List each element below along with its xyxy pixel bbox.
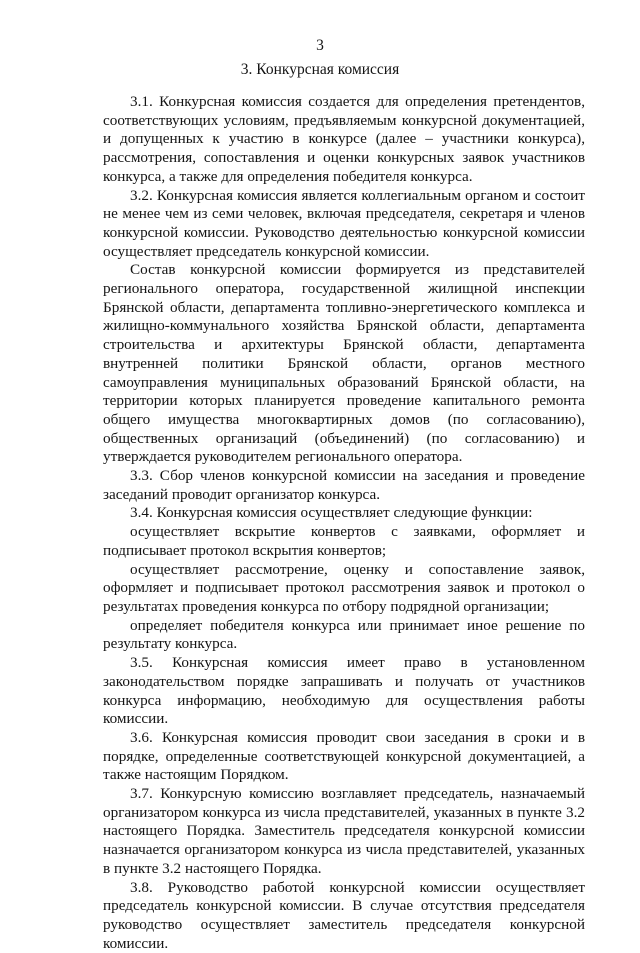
paragraph-3-8: 3.8. Руководство работой конкурсной комиссии осуществляет председатель конкурсной комиссии. В случае отсутствия председателя руководство осуществляет заместитель председателя конкурсной комиссии. [103,878,585,952]
paragraph-commission-composition: Состав конкурсной комиссии формируется из представителей регионального оператора, государственной жилищной инспекции Брянской области, департамента топливно-энергетического комплекса и жилищно-коммунального хозяйства Брянской области, департамента строительства и архитектуры Брянской области, департамента внутренней политики Брянской области, органов местного самоуправления муниципальных образований Брянской области, на территории которых планируется проведение капитального ремонта общего имущества многоквартирных домов (по согласованию), общественных организаций (объединений) (по согласованию) и утверждается руководителем регионального оператора. [103,261,585,466]
section-body [103,93,585,953]
paragraph-3-2: 3.2. Конкурсная комиссия является коллегиальным органом и состоит не менее чем из семи человек, включая председателя, секретаря и членов конкурсной комиссии. Руководство деятельностью конкурсной комиссии осуществляет председатель конкурсной комиссии. [103,186,585,260]
section-title: 3. Конкурсная комиссия [240,61,400,78]
function-item-determine-winner: определяет победителя конкурса или принимает иное решение по результату конкурса. [103,616,585,653]
paragraph-3-5: 3.5. Конкурсная комиссия имеет право в установленном законодательством порядке запрашивать и получать от участников конкурса информацию, необходимую для осуществления работы комиссии. [103,654,585,728]
page-number: 3 [316,37,324,54]
paragraph-3-7: 3.7. Конкурсную комиссию возглавляет председатель, назначаемый организатором конкурса из числа представителей, указанных в пункте 3.2 настоящего Порядка. Заместитель председателя конкурсной комиссии назначается организатором конкурса из числа представителей, указанных в пункте 3.2 настоящего Порядка. [103,785,585,877]
paragraph-3-6: 3.6. Конкурсная комиссия проводит свои заседания в сроки и в порядке, определенные соответствующей конкурсной документацией, а также настоящим Порядком. [103,728,585,784]
paragraph-3-1: 3.1. Конкурсная комиссия создается для определения претендентов, соответствующих условиям, предъявляемым конкурсной документацией, и допущенных к участию в конкурсе (далее – участники конкурса), рассмотрения, сопоставления и оценки конкурсных заявок участников конкурса, а также для определения победителя конкурса. [103,93,585,185]
paragraph-3-4: 3.4. Конкурсная комиссия осуществляет следующие функции: [130,504,533,522]
function-item-opening-envelopes: осуществляет вскрытие конвертов с заявками, оформляет и подписывает протокол вскрытия конвертов; [103,523,585,559]
function-item-review-applications: осуществляет рассмотрение, оценку и сопоставление заявок, оформляет и подписывает протокол рассмотрения заявок и протокол о результатах проведения конкурса по отбору подрядной организации; [103,560,585,615]
paragraph-3-3: 3.3. Сбор членов конкурсной комиссии на заседания и проведение заседаний проводит организатор конкурса. [103,467,585,503]
